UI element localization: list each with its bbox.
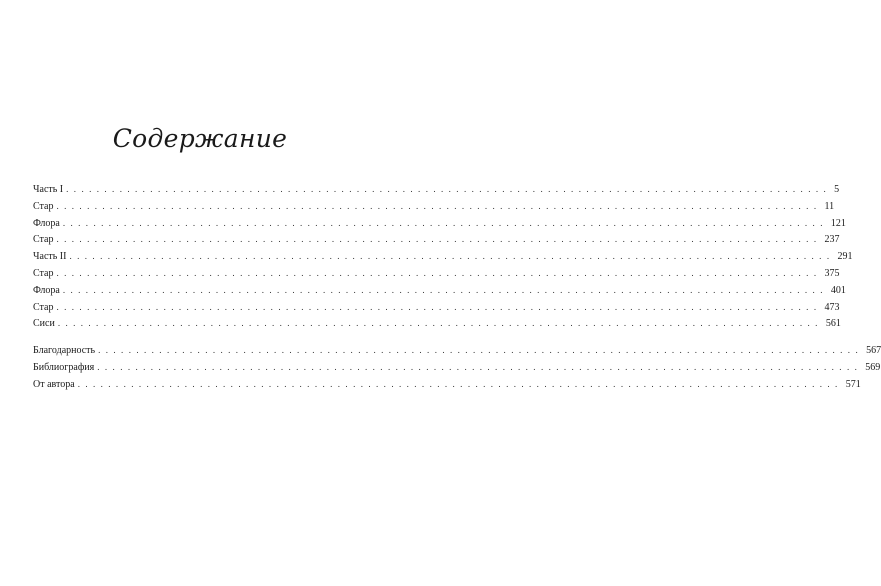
toc-entry-title: Часть I xyxy=(33,184,64,195)
toc-entry xyxy=(33,282,846,299)
dot-leader: .................................................................................................... xyxy=(57,318,823,329)
dot-leader: .................................................................................................... xyxy=(62,284,828,295)
toc-entry xyxy=(33,215,846,232)
toc-entry-page: 571 xyxy=(845,378,861,390)
toc-entry-page: 121 xyxy=(830,217,846,229)
toc-entry-page: 11 xyxy=(824,200,835,212)
dot-leader: .................................................................................................... xyxy=(69,251,835,262)
toc-entry-page: 375 xyxy=(824,267,840,279)
toc-entry-title: Флора xyxy=(33,217,60,229)
toc-entry xyxy=(33,198,835,215)
toc-entry xyxy=(33,299,840,316)
table-of-contents xyxy=(33,181,881,393)
toc-entry-page: 401 xyxy=(830,284,846,296)
toc-entry-page: 569 xyxy=(865,361,881,373)
dot-leader: .................................................................................................... xyxy=(98,345,864,356)
dot-leader: .................................................................................................... xyxy=(66,184,832,194)
toc-heading: Содержание xyxy=(112,124,288,153)
toc-entry-title: Благодарность xyxy=(33,345,96,357)
dot-leader: .................................................................................................... xyxy=(77,378,843,389)
dot-leader: .................................................................................................... xyxy=(97,361,863,372)
toc-entry-page: 237 xyxy=(824,234,840,246)
toc-entry xyxy=(33,315,841,332)
dot-leader: .................................................................................................... xyxy=(56,267,822,278)
dot-leader: .................................................................................................... xyxy=(56,200,822,211)
toc-entry-title: Стар xyxy=(33,267,54,279)
toc-entry-title: Стар xyxy=(33,301,54,313)
toc-entry xyxy=(33,342,881,359)
toc-entry-title: Часть II xyxy=(33,251,67,263)
dot-leader: .................................................................................................... xyxy=(56,301,822,312)
toc-entry xyxy=(33,265,840,282)
toc-entry-title: Флора xyxy=(33,284,60,296)
dot-leader: .................................................................................................... xyxy=(56,234,822,245)
toc-entry xyxy=(33,181,840,198)
toc-entry-page: 291 xyxy=(837,251,853,263)
toc-entry-page: 561 xyxy=(825,318,841,330)
toc-entry xyxy=(33,359,881,376)
toc-entry xyxy=(33,248,853,265)
toc-entry xyxy=(33,231,840,248)
toc-entry xyxy=(33,376,861,393)
toc-entry-title: От автора xyxy=(33,378,75,390)
toc-entry-page: 567 xyxy=(866,345,881,357)
toc-entry-title: Сиси xyxy=(33,318,55,330)
toc-entry-title: Стар xyxy=(33,234,54,246)
toc-entry-title: Стар xyxy=(33,200,54,212)
dot-leader: .................................................................................................... xyxy=(62,217,828,228)
toc-entry-title: Библиография xyxy=(33,361,95,373)
toc-entry-page: 5 xyxy=(834,184,840,195)
toc-entry-page: 473 xyxy=(824,301,840,313)
